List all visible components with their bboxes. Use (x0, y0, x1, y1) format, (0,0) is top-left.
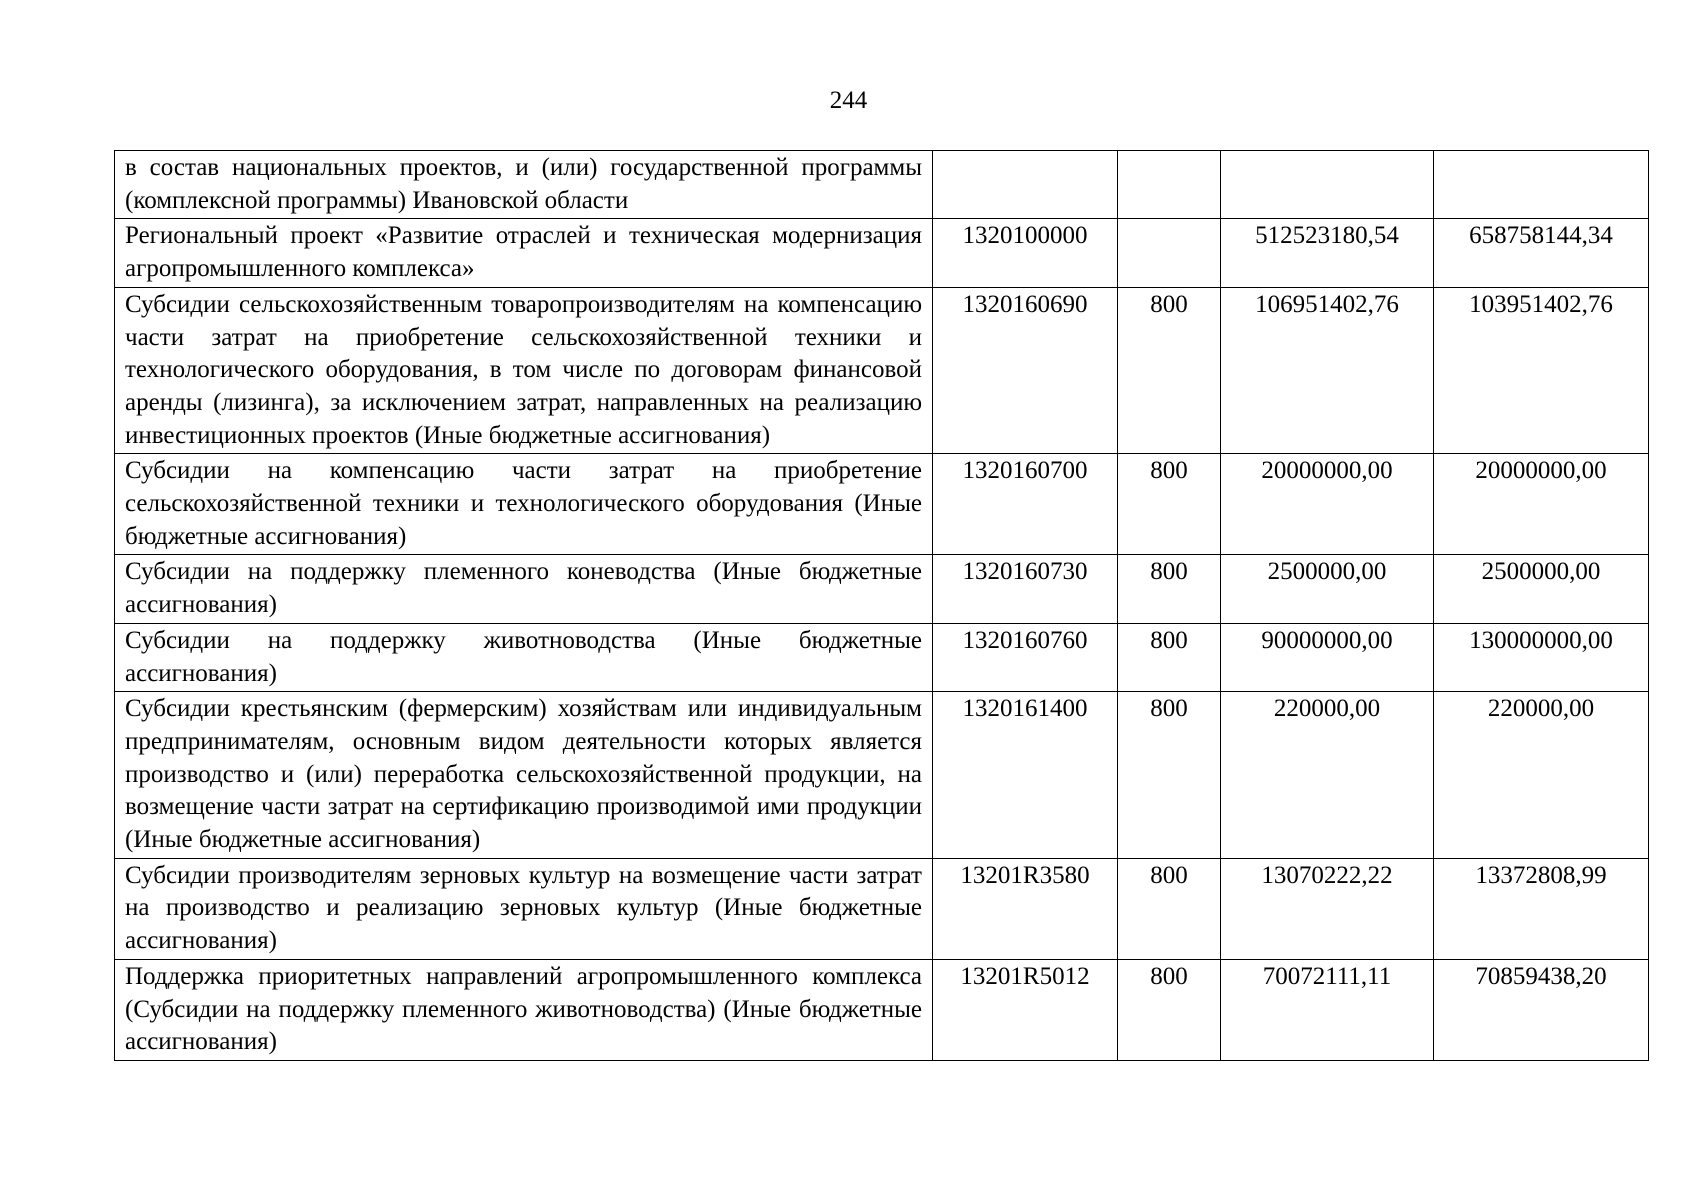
expense-type-cell: 800 (1118, 555, 1221, 623)
table-row (115, 692, 1649, 859)
table-row (115, 287, 1649, 454)
amount-1-cell: 13070222,22 (1221, 858, 1434, 959)
amount-1-cell (1221, 151, 1434, 219)
expense-type-cell (1118, 219, 1221, 287)
row-name-cell: Субсидии на поддержку племенного коневодства (Иные бюджетные ассигнования) (115, 555, 933, 623)
table-row (115, 858, 1649, 959)
table-row (115, 555, 1649, 623)
amount-1-cell: 2500000,00 (1221, 555, 1434, 623)
target-code-cell: 1320161400 (933, 692, 1118, 859)
target-code-cell: 1320160690 (933, 287, 1118, 454)
table-row (115, 454, 1649, 555)
amount-1-cell: 220000,00 (1221, 692, 1434, 859)
row-name-cell: Субсидии производителям зерновых культур на возмещение части затрат на производство и реализацию зерновых культур (Иные бюджетные ассигнования) (115, 858, 933, 959)
row-name-cell: Субсидии крестьянским (фермерским) хозяйствам или индивидуальным предпринимателям, основным видом деятельности которых является производство и (или) переработка сельскохозяйственной продукции, на возмещение части затрат на сертификацию производимой ими продукции (Иные бюджетные ассигнования) (115, 692, 933, 859)
expense-type-cell: 800 (1118, 287, 1221, 454)
row-name-cell: Субсидии на компенсацию части затрат на приобретение сельскохозяйственной техники и технологического оборудования (Иные бюджетные ассигнования) (115, 454, 933, 555)
amount-2-cell: 2500000,00 (1434, 555, 1649, 623)
row-name-cell: в состав национальных проектов, и (или) государственной программы (комплексной программы) Ивановской области (115, 151, 933, 219)
row-name-cell: Региональный проект «Развитие отраслей и техническая модернизация агропромышленного комплекса» (115, 219, 933, 287)
amount-2-cell: 20000000,00 (1434, 454, 1649, 555)
amount-1-cell: 106951402,76 (1221, 287, 1434, 454)
budget-table (114, 150, 1649, 1061)
target-code-cell: 1320160700 (933, 454, 1118, 555)
expense-type-cell (1118, 151, 1221, 219)
target-code-cell: 1320160760 (933, 623, 1118, 691)
amount-2-cell: 70859438,20 (1434, 959, 1649, 1060)
amount-1-cell: 20000000,00 (1221, 454, 1434, 555)
table-row (115, 219, 1649, 287)
table-row (115, 623, 1649, 691)
amount-2-cell (1434, 151, 1649, 219)
table-row (115, 959, 1649, 1060)
amount-1-cell: 512523180,54 (1221, 219, 1434, 287)
expense-type-cell: 800 (1118, 692, 1221, 859)
amount-2-cell: 103951402,76 (1434, 287, 1649, 454)
table-row (115, 151, 1649, 219)
amount-1-cell: 70072111,11 (1221, 959, 1434, 1060)
row-name-cell: Поддержка приоритетных направлений агропромышленного комплекса (Субсидии на поддержку племенного животноводства) (Иные бюджетные ассигнования) (115, 959, 933, 1060)
target-code-cell: 13201R5012 (933, 959, 1118, 1060)
amount-2-cell: 130000000,00 (1434, 623, 1649, 691)
amount-2-cell: 13372808,99 (1434, 858, 1649, 959)
amount-2-cell: 658758144,34 (1434, 219, 1649, 287)
target-code-cell: 13201R3580 (933, 858, 1118, 959)
expense-type-cell: 800 (1118, 623, 1221, 691)
expense-type-cell: 800 (1118, 454, 1221, 555)
row-name-cell: Субсидии сельскохозяйственным товаропроизводителям на компенсацию части затрат на приобретение сельскохозяйственной техники и технологического оборудования, в том числе по договорам финансовой аренды (лизинга), за исключением затрат, направленных на реализацию инвестиционных проектов (Иные бюджетные ассигнования) (115, 287, 933, 454)
amount-1-cell: 90000000,00 (1221, 623, 1434, 691)
amount-2-cell: 220000,00 (1434, 692, 1649, 859)
expense-type-cell: 800 (1118, 959, 1221, 1060)
target-code-cell: 1320160730 (933, 555, 1118, 623)
target-code-cell: 1320100000 (933, 219, 1118, 287)
target-code-cell (933, 151, 1118, 219)
expense-type-cell: 800 (1118, 858, 1221, 959)
page-number: 244 (829, 87, 868, 114)
row-name-cell: Субсидии на поддержку животноводства (Иные бюджетные ассигнования) (115, 623, 933, 691)
